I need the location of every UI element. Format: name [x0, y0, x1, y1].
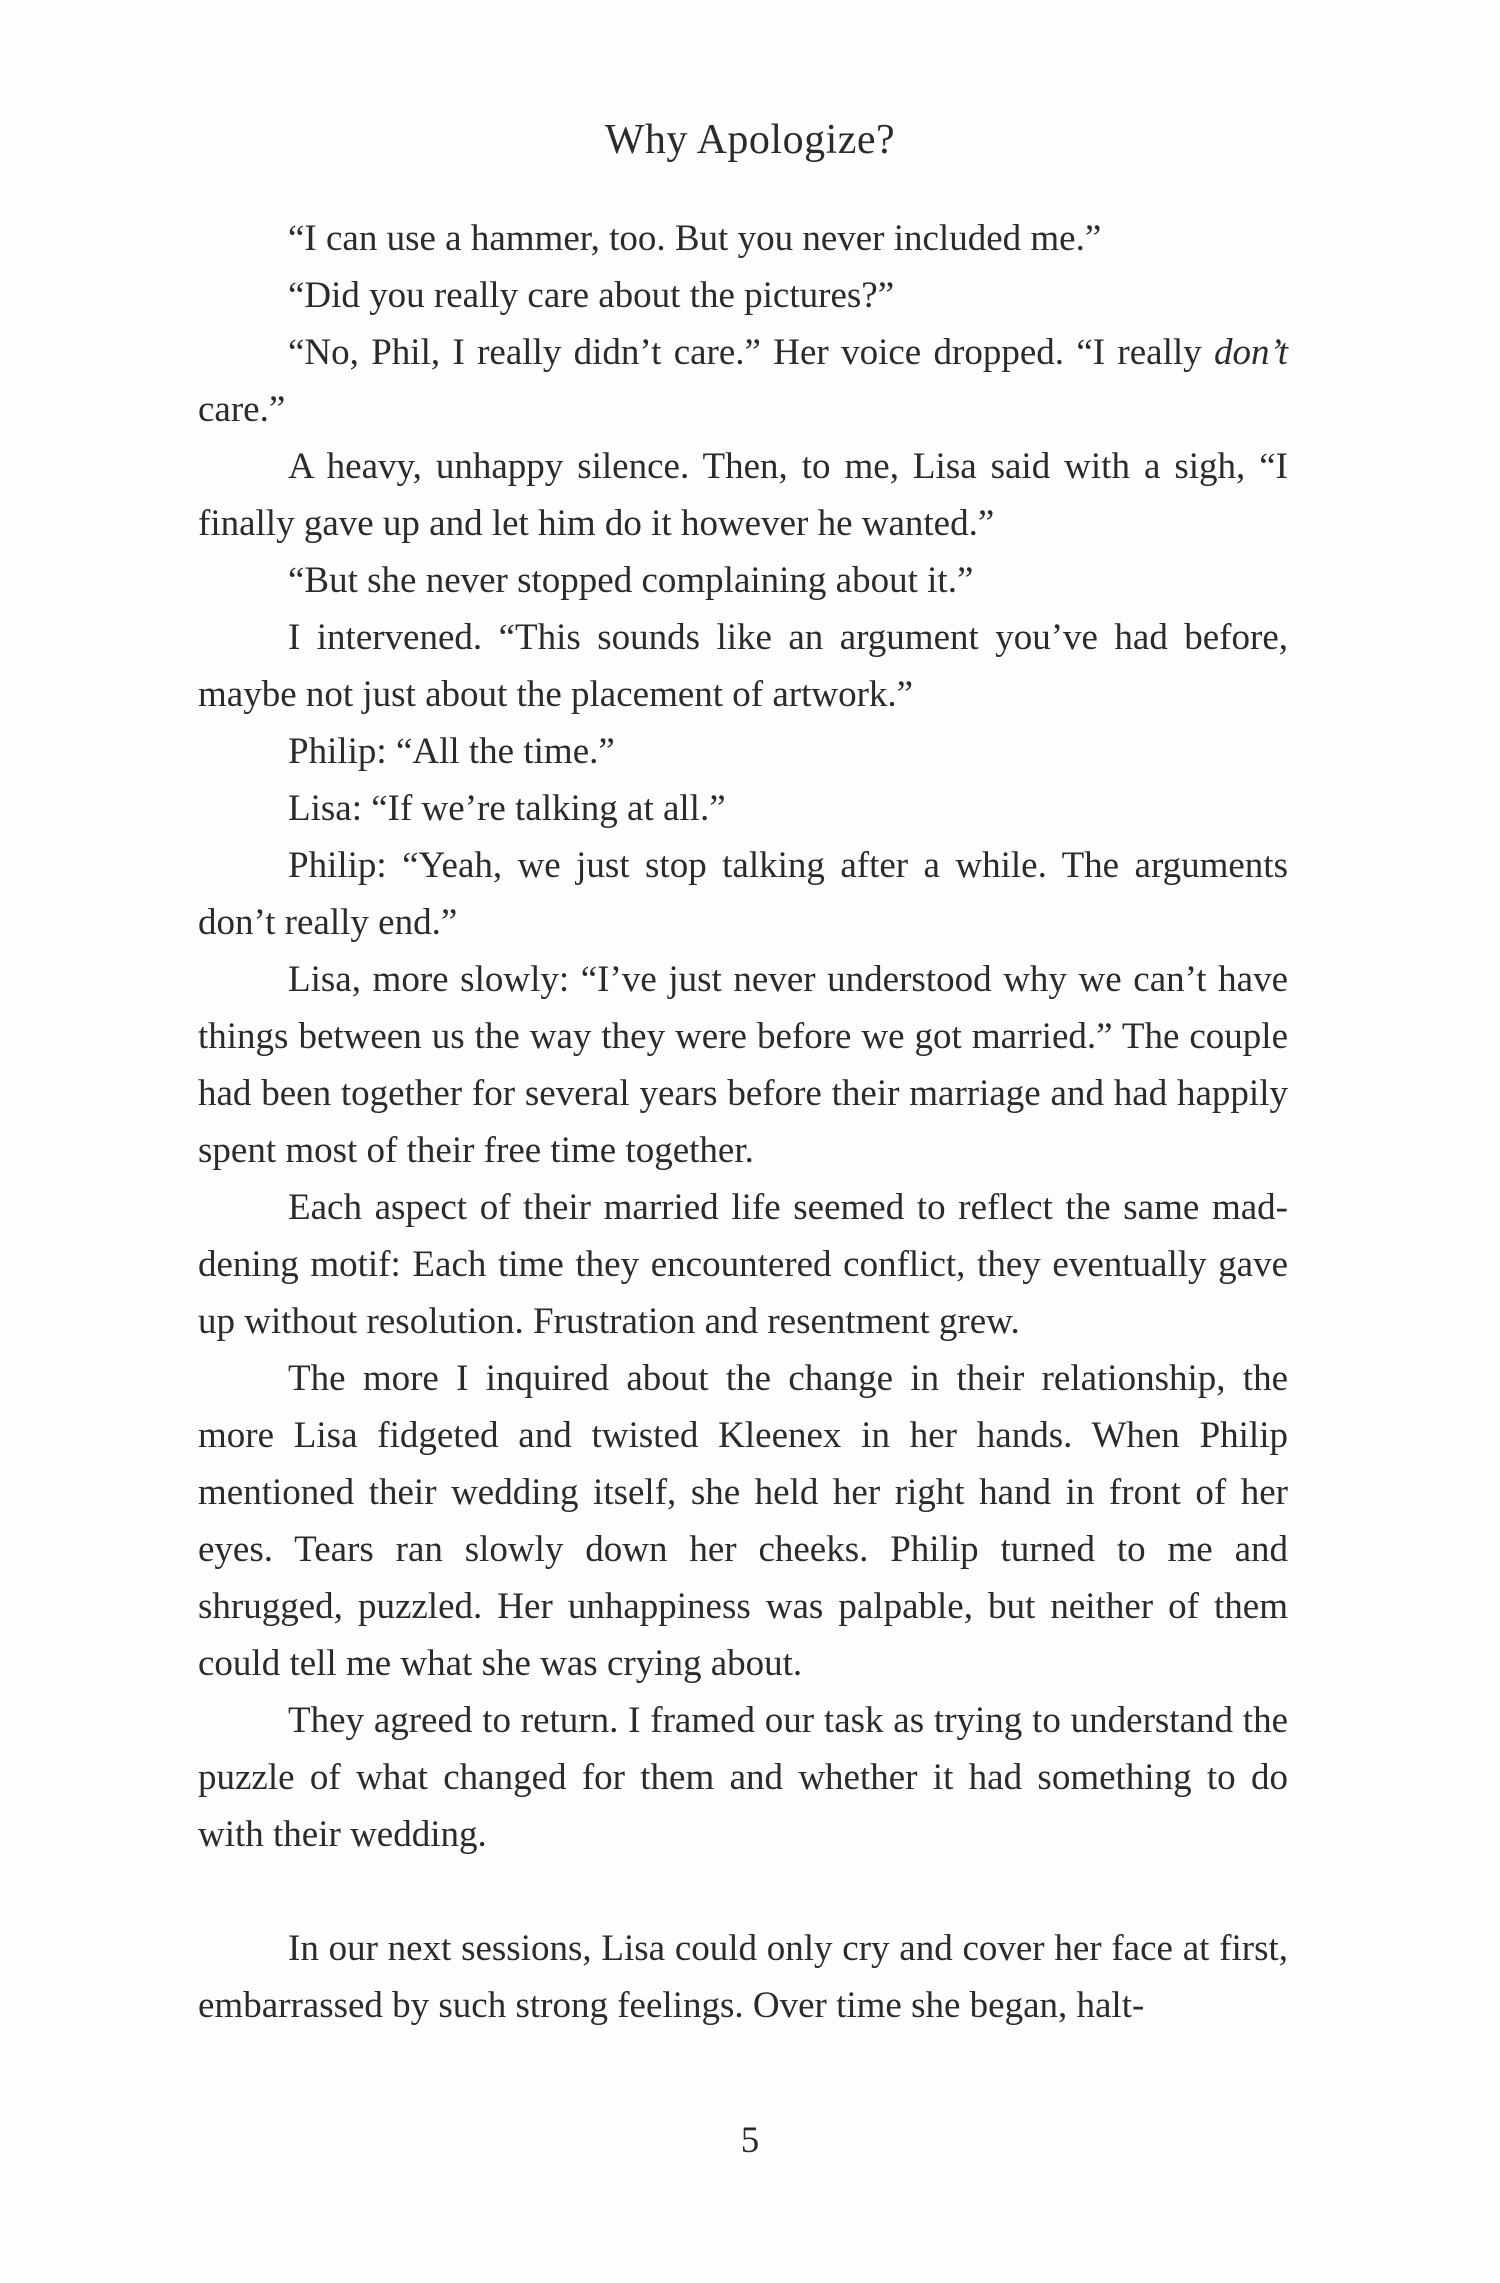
paragraph: Lisa: “If we’re talking at all.”	[288, 788, 726, 829]
paragraph: Philip: “Yeah, we just stop talking after a while. The arguments don’t really end.”	[198, 845, 1288, 943]
paragraph: The more I inquired about the change in their relationship, the more Lisa fidgeted and twisted Kleenex in her hands. When Philip mentioned their wedding itself, she held her right hand in front of her eyes. Tears ran slowly down her cheeks. Philip turned to me and shrugged, puzzled. Her unhappiness was palpable, but neither of them could tell me what she was crying about.	[198, 1358, 1288, 1684]
running-head: Why Apologize?	[604, 117, 896, 163]
paragraph: “But she never stopped complaining about it.”	[288, 560, 974, 601]
paragraph: Philip: “All the time.”	[288, 731, 615, 772]
paragraph: In our next sessions, Lisa could only cry and cover her face at first, embarrassed by such strong feelings. Over time she began, halt-	[198, 1928, 1288, 2026]
paragraph	[198, 324, 1288, 438]
paragraph: “I can use a hammer, too. But you never included me.”	[288, 218, 1102, 259]
paragraph: Each aspect of their married life seemed to reflect the same maddening motif: Each time they encountered conflict, they eventually gave up without resolution. Frustration and resentment grew.	[198, 1187, 1288, 1342]
page-number: 5	[740, 2120, 760, 2161]
paragraph: I intervened. “This sounds like an argument you’ve had before, maybe not just about the placement of artwork.”	[198, 617, 1288, 715]
paragraph: A heavy, unhappy silence. Then, to me, Lisa said with a sigh, “I finally gave up and let him do it however he wanted.”	[198, 446, 1288, 544]
paragraph-text: “No, Phil, I really didn’t care.” Her voice dropped. “I really	[288, 332, 1214, 373]
paragraph: Lisa, more slowly: “I’ve just never understood why we can’t have things between us the way they were before we got married.” The couple had been together for several years before their marriage and had happily spent most of their free time together.	[198, 959, 1288, 1171]
paragraph: “Did you really care about the pictures?”	[288, 275, 895, 316]
paragraph: They agreed to return. I framed our task as trying to understand the puzzle of what changed for them and whether it had something to do with their wedding.	[198, 1700, 1288, 1855]
body-text	[198, 210, 1288, 2034]
emphasized-word: don’t	[1214, 332, 1288, 373]
paragraph-text: care.”	[198, 389, 286, 430]
